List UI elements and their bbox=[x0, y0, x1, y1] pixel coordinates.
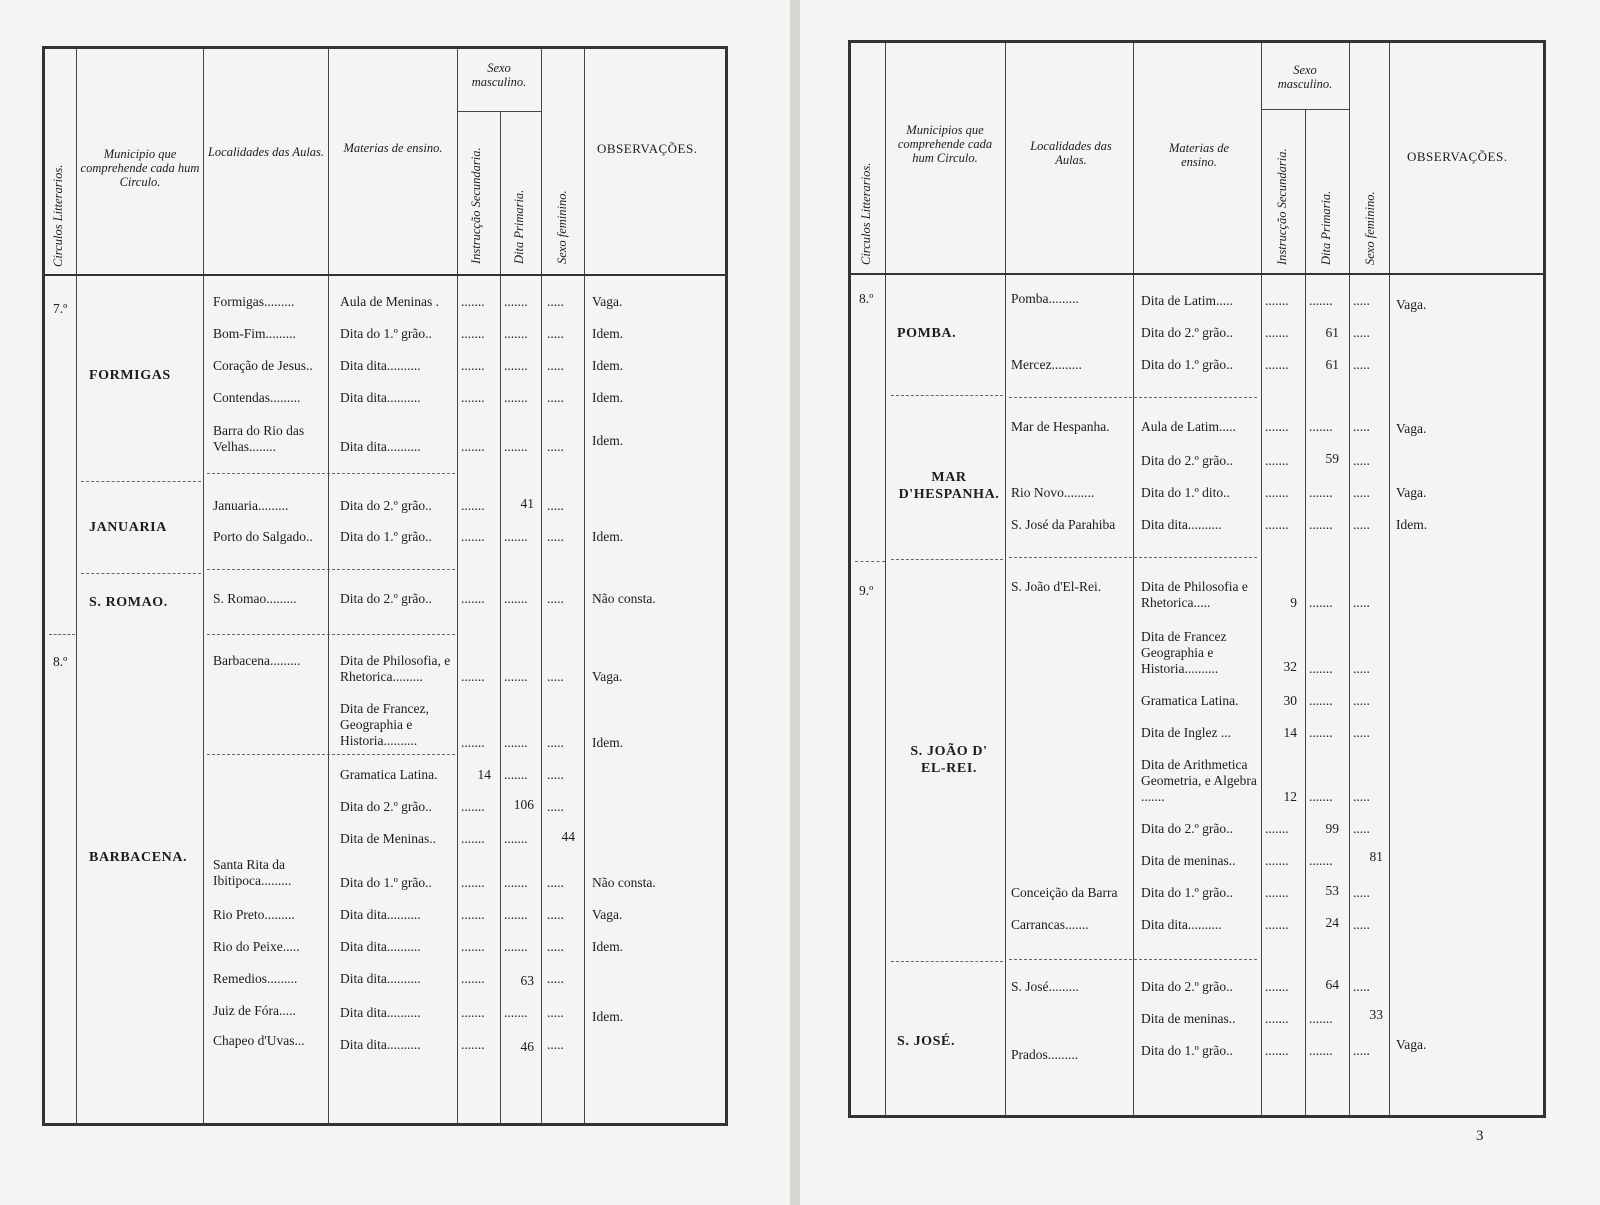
materia: Dita dita.......... bbox=[340, 1037, 421, 1052]
dita-primaria: ....... bbox=[1309, 419, 1333, 434]
locality-separator bbox=[207, 754, 455, 755]
materia: Gramatica Latina. bbox=[1141, 693, 1239, 708]
materia: Dita do 1.º grão.. bbox=[1141, 885, 1233, 900]
localidade: Contendas......... bbox=[213, 390, 301, 405]
dita-primaria: 59 bbox=[1325, 451, 1339, 466]
materia: Dita de Meninas.. bbox=[340, 831, 436, 846]
col-divider bbox=[885, 43, 886, 1115]
sexo-feminino: ..... bbox=[547, 669, 564, 684]
localidade: Barra do Rio das Velhas........ bbox=[213, 423, 305, 454]
localidade: Remedios......... bbox=[213, 971, 298, 986]
col-divider bbox=[500, 111, 501, 276]
instrucao-secundaria: 32 bbox=[1283, 659, 1297, 674]
header-materias: Materias de ensino. bbox=[1168, 141, 1230, 169]
observacao: Idem. bbox=[592, 1009, 624, 1024]
locality-separator bbox=[1009, 557, 1257, 558]
instrucao-secundaria: ....... bbox=[1265, 917, 1289, 932]
col-divider bbox=[1005, 43, 1006, 1115]
dita-primaria: ....... bbox=[1309, 1011, 1333, 1026]
municipio-mar-dhespanha: MAR D'HESPANHA. bbox=[898, 470, 1000, 502]
dita-primaria: ....... bbox=[1309, 661, 1333, 676]
localidade: Pomba......... bbox=[1011, 291, 1079, 306]
materia: Dita do 1.º grão.. bbox=[340, 326, 432, 341]
locality-separator bbox=[1009, 397, 1257, 398]
col-divider bbox=[1305, 109, 1306, 1115]
instrucao-secundaria: ....... bbox=[461, 390, 485, 405]
localidade: Carrancas....... bbox=[1011, 917, 1089, 932]
localidade: Rio Novo......... bbox=[1011, 485, 1095, 500]
right-page bbox=[800, 0, 1600, 1205]
dita-primaria: 41 bbox=[520, 496, 534, 511]
materia: Dita do 1.º grão.. bbox=[1141, 357, 1233, 372]
header-circulos: Circulos Litterarios. bbox=[859, 162, 873, 265]
instrucao-secundaria: ....... bbox=[461, 439, 485, 454]
sexo-feminino: ..... bbox=[1353, 325, 1370, 340]
localidade: S. Romao......... bbox=[213, 591, 297, 606]
observacao: Vaga. bbox=[1396, 1037, 1427, 1052]
dita-primaria: 46 bbox=[520, 1039, 534, 1054]
instrucao-secundaria: ....... bbox=[1265, 293, 1289, 308]
materia: Aula de Latim..... bbox=[1141, 419, 1236, 434]
sexo-feminino: ..... bbox=[547, 799, 564, 814]
observacao: Vaga. bbox=[592, 907, 623, 922]
instrucao-secundaria: ....... bbox=[1265, 517, 1289, 532]
sexo-feminino: ..... bbox=[547, 591, 564, 606]
instrucao-secundaria: 14 bbox=[1283, 725, 1297, 740]
header-observacoes: OBSERVAÇÕES. bbox=[1407, 149, 1508, 164]
header-municipio: Municipio que comprehende cada hum Circulo. bbox=[80, 147, 200, 189]
instrucao-secundaria: ....... bbox=[461, 294, 485, 309]
municipio-formigas: FORMIGAS bbox=[89, 368, 171, 383]
sexo-feminino: ..... bbox=[547, 939, 564, 954]
instrucao-secundaria: 9 bbox=[1290, 595, 1297, 610]
dita-primaria: ....... bbox=[504, 294, 528, 309]
sexo-feminino: ..... bbox=[1353, 821, 1370, 836]
observacao: Não consta. bbox=[592, 591, 656, 606]
sexo-feminino: ..... bbox=[547, 294, 564, 309]
col-divider bbox=[1389, 43, 1390, 1115]
dita-primaria: 63 bbox=[520, 973, 534, 988]
localidade: Coração de Jesus.. bbox=[213, 358, 313, 373]
materia: Dita de Philosofia e Rhetorica..... bbox=[1141, 579, 1248, 610]
col-divider bbox=[203, 49, 204, 1123]
sexo-feminino: ..... bbox=[547, 1037, 564, 1052]
municipio-separator bbox=[891, 395, 1003, 396]
instrucao-secundaria: ....... bbox=[461, 358, 485, 373]
municipio-separator bbox=[891, 961, 1003, 962]
header-sexo-feminino: Sexo feminino. bbox=[1363, 191, 1377, 265]
header-rule bbox=[851, 273, 1543, 275]
instrucao-secundaria: ....... bbox=[461, 529, 485, 544]
materia: Dita de Francez Geographia e Historia.......... bbox=[1141, 629, 1227, 676]
dita-primaria: ....... bbox=[1309, 293, 1333, 308]
materia: Dita dita.......... bbox=[340, 971, 421, 986]
sexo-feminino: ..... bbox=[1353, 725, 1370, 740]
materia: Dita dita.......... bbox=[340, 390, 421, 405]
book-gutter bbox=[790, 0, 800, 1205]
materia: Dita de Francez, Geographia e Historia.......... bbox=[340, 701, 429, 748]
observacao: Vaga. bbox=[592, 294, 623, 309]
instrucao-secundaria: ....... bbox=[461, 939, 485, 954]
dita-primaria: ....... bbox=[1309, 693, 1333, 708]
municipio-separator bbox=[81, 481, 201, 482]
instrucao-secundaria: 30 bbox=[1283, 693, 1297, 708]
header-instrucao: Instrucção Secundaria. bbox=[1275, 148, 1289, 265]
locality-separator bbox=[207, 473, 455, 474]
materia: Dita do 2.º grão.. bbox=[340, 591, 432, 606]
instrucao-secundaria: ....... bbox=[1265, 453, 1289, 468]
materia: Dita do 2.º grão.. bbox=[1141, 453, 1233, 468]
materia: Dita do 2.º grão.. bbox=[340, 498, 432, 513]
observacao: Vaga. bbox=[592, 669, 623, 684]
municipio-barbacena: BARBACENA. bbox=[89, 850, 188, 865]
localidade: Prados......... bbox=[1011, 1047, 1079, 1062]
header-localidades: Localidades das Aulas. bbox=[207, 145, 325, 159]
materia: Dita de meninas.. bbox=[1141, 853, 1236, 868]
locality-separator bbox=[207, 634, 455, 635]
sexo-feminino: ..... bbox=[547, 767, 564, 782]
dita-primaria: ....... bbox=[504, 358, 528, 373]
locality-separator bbox=[1009, 959, 1257, 960]
col-divider bbox=[1349, 43, 1350, 1115]
header-rule bbox=[45, 274, 725, 276]
materia: Dita dita.......... bbox=[340, 439, 421, 454]
dita-primaria: 106 bbox=[513, 797, 534, 812]
observacao: Não consta. bbox=[592, 875, 656, 890]
instrucao-secundaria: ....... bbox=[1265, 485, 1289, 500]
dita-primaria: ....... bbox=[1309, 485, 1333, 500]
instrucao-secundaria: ....... bbox=[1265, 979, 1289, 994]
instrucao-secundaria: ....... bbox=[461, 799, 485, 814]
instrucao-secundaria: 12 bbox=[1283, 789, 1297, 804]
page-number: 3 bbox=[1476, 1128, 1484, 1144]
localidade: Formigas......... bbox=[213, 294, 295, 309]
header-subrule bbox=[1261, 109, 1349, 110]
sexo-feminino: ..... bbox=[547, 439, 564, 454]
dita-primaria: ....... bbox=[504, 1005, 528, 1020]
instrucao-secundaria: ....... bbox=[461, 669, 485, 684]
sexo-feminino: ..... bbox=[547, 390, 564, 405]
instrucao-secundaria: ....... bbox=[461, 971, 485, 986]
materia: Dita dita.......... bbox=[340, 358, 421, 373]
instrucao-secundaria: ....... bbox=[1265, 1043, 1289, 1058]
header-sexo-feminino: Sexo feminino. bbox=[555, 190, 569, 264]
instrucao-secundaria: ....... bbox=[461, 831, 485, 846]
instrucao-secundaria: ....... bbox=[461, 875, 485, 890]
sexo-feminino: ..... bbox=[1353, 661, 1370, 676]
observacao: Idem. bbox=[592, 358, 624, 373]
dita-primaria: ....... bbox=[504, 907, 528, 922]
materia: Dita do 2.º grão.. bbox=[1141, 821, 1233, 836]
left-page bbox=[0, 0, 790, 1205]
sexo-feminino: ..... bbox=[547, 907, 564, 922]
sexo-feminino: ..... bbox=[1353, 453, 1370, 468]
materia: Dita de Inglez ... bbox=[1141, 725, 1231, 740]
sexo-feminino: ..... bbox=[1353, 517, 1370, 532]
observacao: Idem. bbox=[592, 735, 624, 750]
dita-primaria: ....... bbox=[1309, 853, 1333, 868]
localidade: S. José......... bbox=[1011, 979, 1079, 994]
sexo-feminino: ..... bbox=[1353, 1043, 1370, 1058]
circulo-number: 8.º bbox=[859, 291, 874, 306]
localidade: Chapeo d'Uvas... bbox=[213, 1033, 305, 1048]
materia: Dita do 1.º grão.. bbox=[340, 875, 432, 890]
materia: Dita dita.......... bbox=[340, 1005, 421, 1020]
localidade: Porto do Salgado.. bbox=[213, 529, 313, 544]
observacao: Idem. bbox=[592, 939, 624, 954]
observacao: Vaga. bbox=[1396, 421, 1427, 436]
col-divider bbox=[328, 49, 329, 1123]
materia: Dita de Philosofia, e Rhetorica......... bbox=[340, 653, 451, 684]
header-sexo-masculino: Sexo masculino. bbox=[1277, 63, 1333, 91]
dita-primaria: ....... bbox=[504, 831, 528, 846]
header-circulos: Circulos Litterarios. bbox=[51, 164, 65, 267]
municipio-separator bbox=[891, 559, 1003, 560]
sexo-feminino: ..... bbox=[547, 498, 564, 513]
header-instrucao: Instrucção Secundaria. bbox=[469, 147, 483, 264]
observacao: Idem. bbox=[592, 433, 624, 448]
observacao: Vaga. bbox=[1396, 485, 1427, 500]
localidade: Rio Preto......... bbox=[213, 907, 295, 922]
sexo-feminino: ..... bbox=[547, 971, 564, 986]
observacao: Idem. bbox=[592, 529, 624, 544]
materia: Dita dita.......... bbox=[1141, 917, 1222, 932]
materia: Dita de Arithmetica Geometria, e Algebra ....... bbox=[1141, 757, 1257, 804]
materia: Dita dita.......... bbox=[340, 907, 421, 922]
sexo-feminino: ..... bbox=[547, 358, 564, 373]
dita-primaria: ....... bbox=[1309, 789, 1333, 804]
sexo-feminino: ..... bbox=[1353, 419, 1370, 434]
localidade: Rio do Peixe..... bbox=[213, 939, 300, 954]
dita-primaria: 53 bbox=[1325, 883, 1339, 898]
localidade: Juiz de Fóra..... bbox=[213, 1003, 296, 1018]
materia: Dita do 2.º grão.. bbox=[1141, 979, 1233, 994]
sexo-feminino: ..... bbox=[1353, 485, 1370, 500]
sexo-feminino: ..... bbox=[1353, 979, 1370, 994]
sexo-feminino: 33 bbox=[1369, 1007, 1383, 1022]
materia: Dita de meninas.. bbox=[1141, 1011, 1236, 1026]
instrucao-secundaria: ....... bbox=[1265, 1011, 1289, 1026]
localidade: Mar de Hespanha. bbox=[1011, 419, 1110, 434]
localidade: Santa Rita da Ibitipoca......... bbox=[213, 857, 292, 888]
localidade: S. José da Parahiba bbox=[1011, 517, 1116, 532]
localidade: Bom-Fim......... bbox=[213, 326, 296, 341]
col-divider bbox=[76, 49, 77, 1123]
dita-primaria: ....... bbox=[1309, 1043, 1333, 1058]
materia: Dita dita.......... bbox=[340, 939, 421, 954]
col-divider bbox=[541, 49, 542, 1123]
instrucao-secundaria: ....... bbox=[461, 1037, 485, 1052]
localidade: Mercez......... bbox=[1011, 357, 1082, 372]
instrucao-secundaria: ....... bbox=[1265, 821, 1289, 836]
sexo-feminino: ..... bbox=[547, 735, 564, 750]
header-localidades: Localidades das Aulas. bbox=[1030, 139, 1112, 167]
observacao: Vaga. bbox=[1396, 297, 1427, 312]
circulo-separator bbox=[855, 561, 885, 562]
dita-primaria: ....... bbox=[504, 529, 528, 544]
materia: Dita dita.......... bbox=[1141, 517, 1222, 532]
header-dita-primaria: Dita Primaria. bbox=[512, 189, 526, 264]
dita-primaria: ....... bbox=[504, 591, 528, 606]
dita-primaria: ....... bbox=[504, 390, 528, 405]
col-divider bbox=[1261, 43, 1262, 1115]
instrucao-secundaria: 14 bbox=[477, 767, 491, 782]
header-subrule bbox=[457, 111, 541, 112]
instrucao-secundaria: ....... bbox=[1265, 885, 1289, 900]
instrucao-secundaria: ....... bbox=[1265, 419, 1289, 434]
dita-primaria: ....... bbox=[504, 735, 528, 750]
instrucao-secundaria: ....... bbox=[461, 907, 485, 922]
header-dita-primaria: Dita Primaria. bbox=[1319, 190, 1333, 265]
materia: Dita do 2.º grão.. bbox=[340, 799, 432, 814]
localidade: Conceição da Barra bbox=[1011, 885, 1118, 900]
dita-primaria: 24 bbox=[1325, 915, 1339, 930]
locality-separator bbox=[207, 569, 455, 570]
dita-primaria: ....... bbox=[504, 326, 528, 341]
sexo-feminino: ..... bbox=[547, 1005, 564, 1020]
circulo-number: 7.º bbox=[53, 301, 68, 316]
materia: Aula de Meninas . bbox=[340, 294, 439, 309]
instrucao-secundaria: ....... bbox=[461, 326, 485, 341]
sexo-feminino: ..... bbox=[547, 875, 564, 890]
sexo-feminino: ..... bbox=[547, 326, 564, 341]
municipio-sromao: S. ROMAO. bbox=[89, 595, 168, 610]
col-divider bbox=[1133, 43, 1134, 1115]
col-divider bbox=[584, 49, 585, 1123]
header-observacoes: OBSERVAÇÕES. bbox=[597, 141, 698, 156]
dita-primaria: 61 bbox=[1325, 325, 1339, 340]
sexo-feminino: ..... bbox=[1353, 293, 1370, 308]
sexo-feminino: ..... bbox=[547, 529, 564, 544]
sexo-feminino: 44 bbox=[561, 829, 575, 844]
municipio-separator bbox=[81, 573, 201, 574]
header-municipio: Municipios que comprehende cada hum Circulo. bbox=[897, 123, 993, 165]
dita-primaria: ....... bbox=[1309, 517, 1333, 532]
localidade: Barbacena......... bbox=[213, 653, 301, 668]
sexo-feminino: ..... bbox=[1353, 917, 1370, 932]
dita-primaria: ....... bbox=[1309, 595, 1333, 610]
materia: Dita do 2.º grão.. bbox=[1141, 325, 1233, 340]
observacao: Idem. bbox=[592, 326, 624, 341]
sexo-feminino: ..... bbox=[1353, 885, 1370, 900]
circulo-separator bbox=[49, 634, 75, 635]
materia: Dita do 1.º grão.. bbox=[340, 529, 432, 544]
municipio-sjoao-delrei: S. JOÃO D' EL-REI. bbox=[910, 744, 988, 776]
dita-primaria: ....... bbox=[504, 939, 528, 954]
dita-primaria: ....... bbox=[504, 439, 528, 454]
instrucao-secundaria: ....... bbox=[1265, 357, 1289, 372]
materia: Gramatica Latina. bbox=[340, 767, 438, 782]
left-table bbox=[42, 46, 728, 1126]
materia: Dita do 1.º dito.. bbox=[1141, 485, 1230, 500]
circulo-number: 8.º bbox=[53, 654, 68, 669]
instrucao-secundaria: ....... bbox=[461, 1005, 485, 1020]
col-divider bbox=[457, 49, 458, 1123]
circulo-number: 9.º bbox=[859, 583, 874, 598]
dita-primaria: 64 bbox=[1325, 977, 1339, 992]
col-divider bbox=[500, 276, 501, 1123]
sexo-feminino: ..... bbox=[1353, 595, 1370, 610]
localidade: Januaria......... bbox=[213, 498, 289, 513]
dita-primaria: 61 bbox=[1325, 357, 1339, 372]
municipio-sjose: S. JOSÉ. bbox=[897, 1034, 956, 1049]
sexo-feminino: ..... bbox=[1353, 789, 1370, 804]
header-sexo-masculino: Sexo masculino. bbox=[471, 61, 527, 89]
dita-primaria: ....... bbox=[504, 767, 528, 782]
observacao: Idem. bbox=[592, 390, 624, 405]
observacao: Idem. bbox=[1396, 517, 1428, 532]
header-materias: Materias de ensino. bbox=[343, 141, 443, 155]
right-table bbox=[848, 40, 1546, 1118]
instrucao-secundaria: ....... bbox=[461, 735, 485, 750]
dita-primaria: ....... bbox=[504, 669, 528, 684]
instrucao-secundaria: ....... bbox=[1265, 325, 1289, 340]
materia: Dita de Latim..... bbox=[1141, 293, 1233, 308]
instrucao-secundaria: ....... bbox=[1265, 853, 1289, 868]
dita-primaria: ....... bbox=[504, 875, 528, 890]
municipio-januaria: JANUARIA bbox=[89, 520, 167, 535]
dita-primaria: ....... bbox=[1309, 725, 1333, 740]
sexo-feminino: ..... bbox=[1353, 357, 1370, 372]
localidade: S. João d'El-Rei. bbox=[1011, 579, 1102, 594]
materia: Dita do 1.º grão.. bbox=[1141, 1043, 1233, 1058]
sexo-feminino: 81 bbox=[1369, 849, 1383, 864]
sexo-feminino: ..... bbox=[1353, 693, 1370, 708]
instrucao-secundaria: ....... bbox=[461, 498, 485, 513]
municipio-pomba: POMBA. bbox=[897, 326, 957, 341]
instrucao-secundaria: ....... bbox=[461, 591, 485, 606]
dita-primaria: 99 bbox=[1325, 821, 1339, 836]
